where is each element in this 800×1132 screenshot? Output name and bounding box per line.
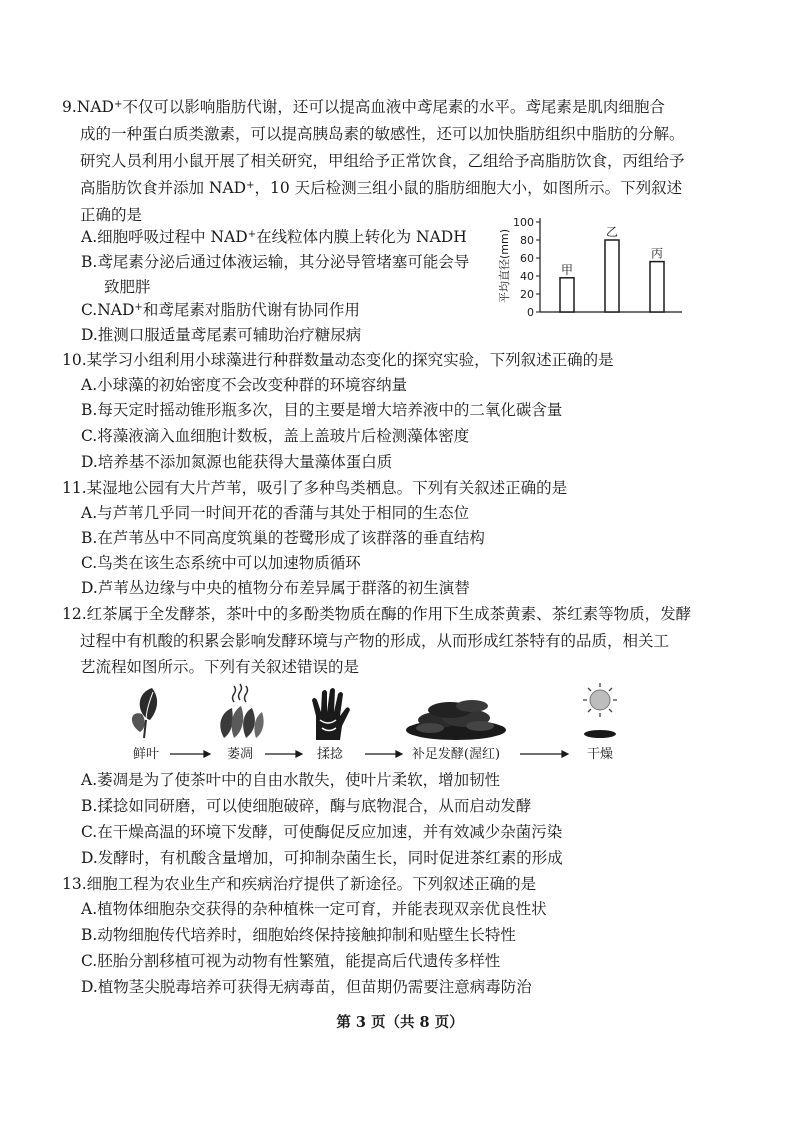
rolling-hand-icon [312, 688, 350, 740]
sun-drying-icon [583, 683, 617, 738]
black-tea-process-diagram [120, 680, 660, 770]
process-arrow [520, 751, 568, 757]
chart-bar [605, 240, 619, 312]
step-label-fermenting: 补足发酵(渥红) [411, 747, 501, 762]
q12-option-c: C.在干燥高温的环境下发酵，可使酶促反应加速，并有效减少杂菌污染 [81, 823, 563, 841]
q13-option-c: C.胚胎分割移植可视为动物有性繁殖，能提高后代遗传多样性 [81, 952, 501, 970]
q9-stem-line-2: 成的一种蛋白质类激素，可以提高胰岛素的敏感性，还可以加快脂肪组织中脂肪的分解。 [80, 125, 685, 143]
q9-option-c: C.NAD+和鸢尾素对脂肪代谢有协同作用 [81, 301, 360, 319]
chart-y-tick-label: 20 [520, 288, 534, 301]
q11-stem: 11.某湿地公园有大片芦苇，吸引了多种鸟类栖息。下列有关叙述正确的是 [62, 479, 568, 497]
chart-y-axis-label: 平均直径(mm) [498, 228, 511, 304]
chart-y-tick-label: 100 [513, 216, 534, 229]
chart-y-tick-label: 80 [520, 234, 534, 247]
q12-stem-line-1: 12.红茶属于全发酵茶，茶叶中的多酚类物质在酶的作用下生成茶黄素、茶红素等物质，发酵 [62, 605, 692, 623]
q12-stem-line-2: 过程中有机酸的积累会影响发酵环境与产物的形成，从而形成红茶特有的品质，相关工 [80, 632, 670, 650]
step-label-rolling: 揉捻 [316, 747, 344, 762]
chart-bar-category-label: 乙 [605, 225, 619, 239]
step-label-withering: 萎凋 [226, 747, 254, 762]
q11-option-d: D.芦苇丛边缘与中央的植物分布差异属于群落的初生演替 [81, 579, 470, 597]
q13-option-d: D.植物茎尖脱毒培养可获得无病毒苗，但苗期仍需要注意病毒防治 [81, 978, 532, 996]
chart-bar-category-label: 甲 [560, 262, 574, 277]
page-footer: 第 3 页（共 8 页） [336, 1014, 464, 1031]
q10-option-c: C.将藻液滴入血细胞计数板，盖上盖玻片后检测藻体密度 [81, 427, 470, 445]
wilting-leaves-icon [220, 684, 263, 738]
step-label-drying: 干燥 [586, 747, 614, 762]
q9-stem-line-4: 高脂肪饮食并添加 NAD+，10 天后检测三组小鼠的脂肪细胞大小，如图所示。下列叙述 [80, 179, 683, 197]
q13-stem: 13.细胞工程为农业生产和疾病治疗提供了新途径。下列叙述正确的是 [62, 875, 537, 893]
chart-y-tick-label: 0 [527, 306, 534, 319]
q9-option-b-cont: 致肥胖 [104, 278, 151, 296]
q9-stem-line-1: 9.NAD+不仅可以影响脂肪代谢，还可以提高血液中鸢尾素的水平。鸢尾素是肌肉细胞合 [62, 98, 665, 116]
q10-option-d: D.培养基不添加氮源也能获得大量藻体蛋白质 [81, 453, 393, 471]
chart-y-tick-label: 60 [520, 252, 534, 265]
q12-option-a: A.萎凋是为了使茶叶中的自由水散失，使叶片柔软，增加韧性 [81, 771, 501, 789]
q13-option-a: A.植物体细胞杂交获得的杂种植株一定可育，并能表现双亲优良性状 [81, 900, 547, 918]
q10-stem: 10.某学习小组利用小球藻进行种群数量动态变化的探究实验，下列叙述正确的是 [62, 351, 614, 369]
q11-option-c: C.鸟类在该生态系统中可以加速物质循环 [81, 554, 361, 572]
q11-option-a: A.与芦苇几乎同一时间开花的香蒲与其处于相同的生态位 [81, 504, 470, 522]
q13-option-b: B.动物细胞传代培养时，细胞始终保持接触抑制和贴壁生长特性 [81, 926, 516, 944]
process-arrow [265, 751, 302, 757]
chart-bar [560, 278, 574, 312]
leaf-icon [132, 688, 157, 738]
q9-option-b: B.鸢尾素分泌后通过体液运输，其分泌导管堵塞可能会导 [81, 253, 470, 271]
q9-stem-line-5: 正确的是 [80, 206, 143, 224]
q12-stem-line-3: 艺流程如图所示。下列有关叙述错误的是 [80, 658, 360, 676]
fermenting-tea-pile-icon [406, 700, 506, 740]
q12-option-b: B.揉捻如同研磨，可以使细胞破碎，酶与底物混合，从而启动发酵 [81, 797, 532, 815]
q9-option-d: D.推测口服适量鸢尾素可辅助治疗糖尿病 [81, 326, 362, 344]
chart-bar [650, 262, 664, 312]
q9-stem-line-3: 研究人员利用小鼠开展了相关研究，甲组给予正常饮食，乙组给予高脂肪饮食，丙组给予 [80, 152, 685, 170]
q9-option-a: A.细胞呼吸过程中 NAD+在线粒体内膜上转化为 NADH [81, 228, 467, 246]
chart-y-tick-label: 40 [520, 270, 534, 283]
process-arrow [365, 751, 402, 757]
chart-bar-category-label: 丙 [650, 246, 664, 261]
fat-cell-diameter-bar-chart [490, 206, 690, 324]
process-arrow [170, 751, 210, 757]
step-label-fresh-leaf: 鲜叶 [132, 747, 160, 762]
q10-option-b: B.每天定时摇动锥形瓶多次，目的主要是增大培养液中的二氧化碳含量 [81, 401, 563, 419]
q12-option-d: D.发酵时，有机酸含量增加，可抑制杂菌生长，同时促进茶红素的形成 [81, 849, 563, 867]
q11-option-b: B.在芦苇丛中不同高度筑巢的苍鹭形成了该群落的垂直结构 [81, 529, 485, 547]
q10-option-a: A.小球藻的初始密度不会改变种群的环境容纳量 [81, 376, 408, 394]
